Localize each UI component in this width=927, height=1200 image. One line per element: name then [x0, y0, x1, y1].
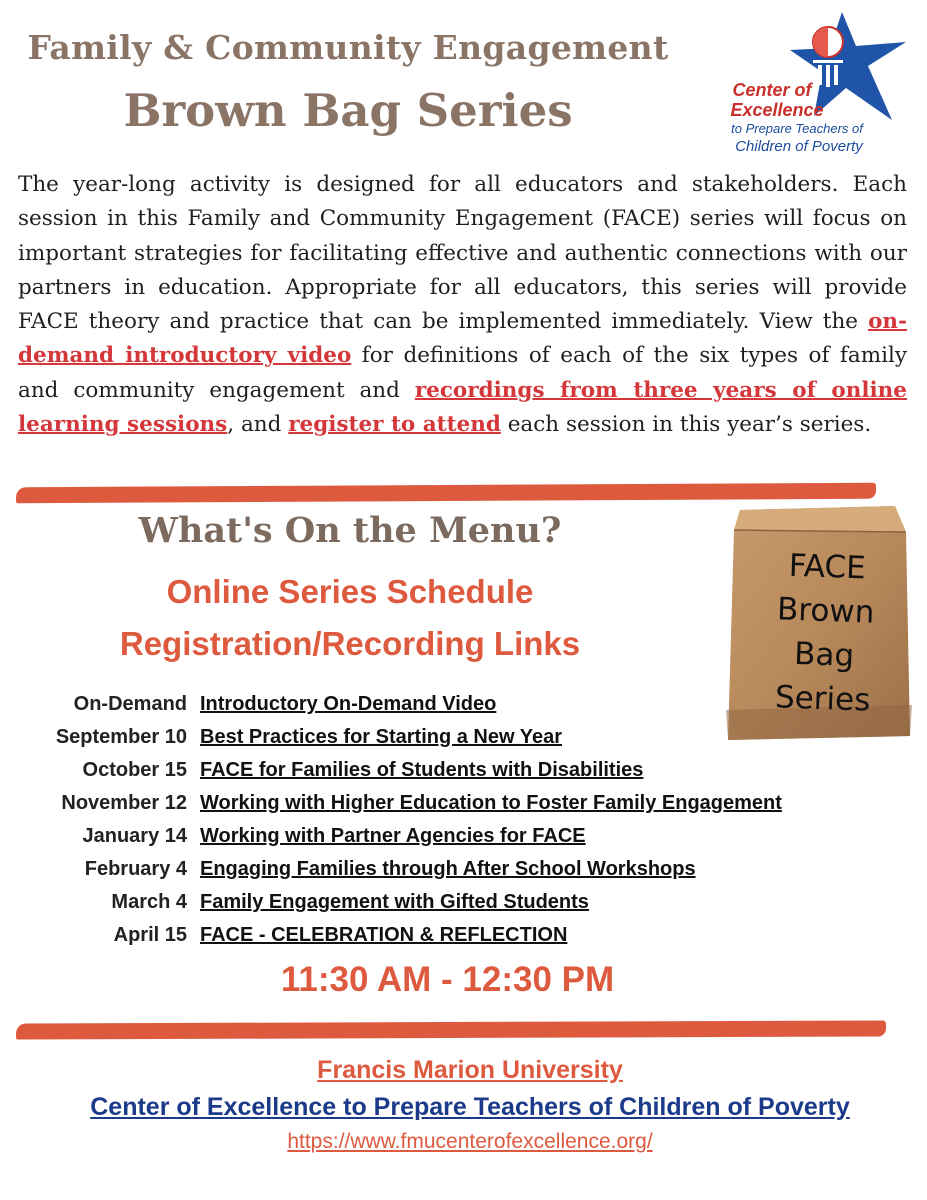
divider-brush-bottom	[16, 1020, 886, 1039]
schedule-row	[0, 792, 927, 825]
schedule-row	[0, 858, 927, 891]
recordings-link[interactable]: recordings from three years of online learning sessions	[18, 377, 907, 438]
links-heading: Registration/Recording Links	[119, 625, 581, 662]
session-link[interactable]: Engaging Families through After School Workshops	[200, 858, 696, 880]
center-link[interactable]: Center of Excellence to Prepare Teachers of Children of Poverty	[90, 1093, 850, 1121]
session-date: January 14	[82, 825, 187, 847]
session-link[interactable]: Family Engagement with Gifted Students	[200, 891, 589, 913]
schedule-row	[0, 891, 927, 924]
schedule-row	[0, 693, 927, 726]
bag-line3: Bag	[793, 635, 855, 675]
intro-text-2: for definitions of each of the six types of family and community engagement and	[18, 343, 907, 403]
logo-line2: Excellence	[730, 100, 824, 120]
schedule-row	[0, 825, 927, 858]
intro-text-1: The year-long activity is designed for all educators and stakeholders. Each session in this Family and Community Engagement (FACE) series will focus on important strategies for facilitating effective and authentic connections with our partners in education. Appropriate for all educators, this series will provide FACE theory and practice that can be implemented immediately. View the	[18, 172, 907, 335]
session-time: 11:30 AM - 12:30 PM	[280, 960, 615, 999]
logo-line3: to Prepare Teachers of	[731, 121, 863, 136]
bag-line2: Brown	[776, 591, 876, 631]
schedule-row	[0, 759, 927, 792]
register-link[interactable]: register to attend	[288, 412, 501, 438]
intro-text-4: each session in this year’s series.	[500, 412, 872, 438]
session-link[interactable]: Working with Higher Education to Foster Family Engagement	[200, 792, 782, 814]
intro-video-link[interactable]: on-demand introductory video	[18, 309, 907, 369]
intro-text-3: , and	[227, 412, 289, 438]
website-link[interactable]: https://www.fmucenterofexcellence.org/	[287, 1130, 653, 1153]
logo-line4: Children of Poverty	[735, 138, 863, 155]
schedule-row	[0, 924, 927, 957]
session-date: March 4	[111, 891, 187, 913]
schedule-row	[0, 726, 927, 759]
logo-line1: Center of	[732, 80, 812, 100]
university-link[interactable]: Francis Marion University	[317, 1056, 623, 1084]
session-link[interactable]: Introductory On-Demand Video	[200, 693, 497, 715]
session-date: October 15	[82, 759, 187, 781]
logo-text	[672, 80, 912, 156]
session-date: April 15	[113, 924, 187, 946]
schedule-heading: Online Series Schedule	[166, 573, 534, 610]
bag-line4: Series	[774, 679, 871, 719]
title-line1: Family & Community Engagement	[27, 28, 669, 67]
session-date: November 12	[61, 792, 187, 814]
session-date: On-Demand	[73, 693, 187, 715]
session-link[interactable]: Working with Partner Agencies for FACE	[200, 825, 586, 847]
session-date: February 4	[84, 858, 187, 880]
intro-paragraph	[18, 168, 907, 442]
session-link[interactable]: FACE for Families of Students with Disabilities	[200, 759, 644, 781]
session-link[interactable]: Best Practices for Starting a New Year	[200, 726, 563, 748]
session-date: September 10	[55, 726, 187, 748]
session-link[interactable]: FACE - CELEBRATION & REFLECTION	[200, 924, 568, 946]
title-line2: Brown Bag Series	[123, 84, 573, 137]
menu-heading: What's On the Menu?	[138, 510, 562, 551]
bag-line1: FACE	[788, 547, 867, 587]
